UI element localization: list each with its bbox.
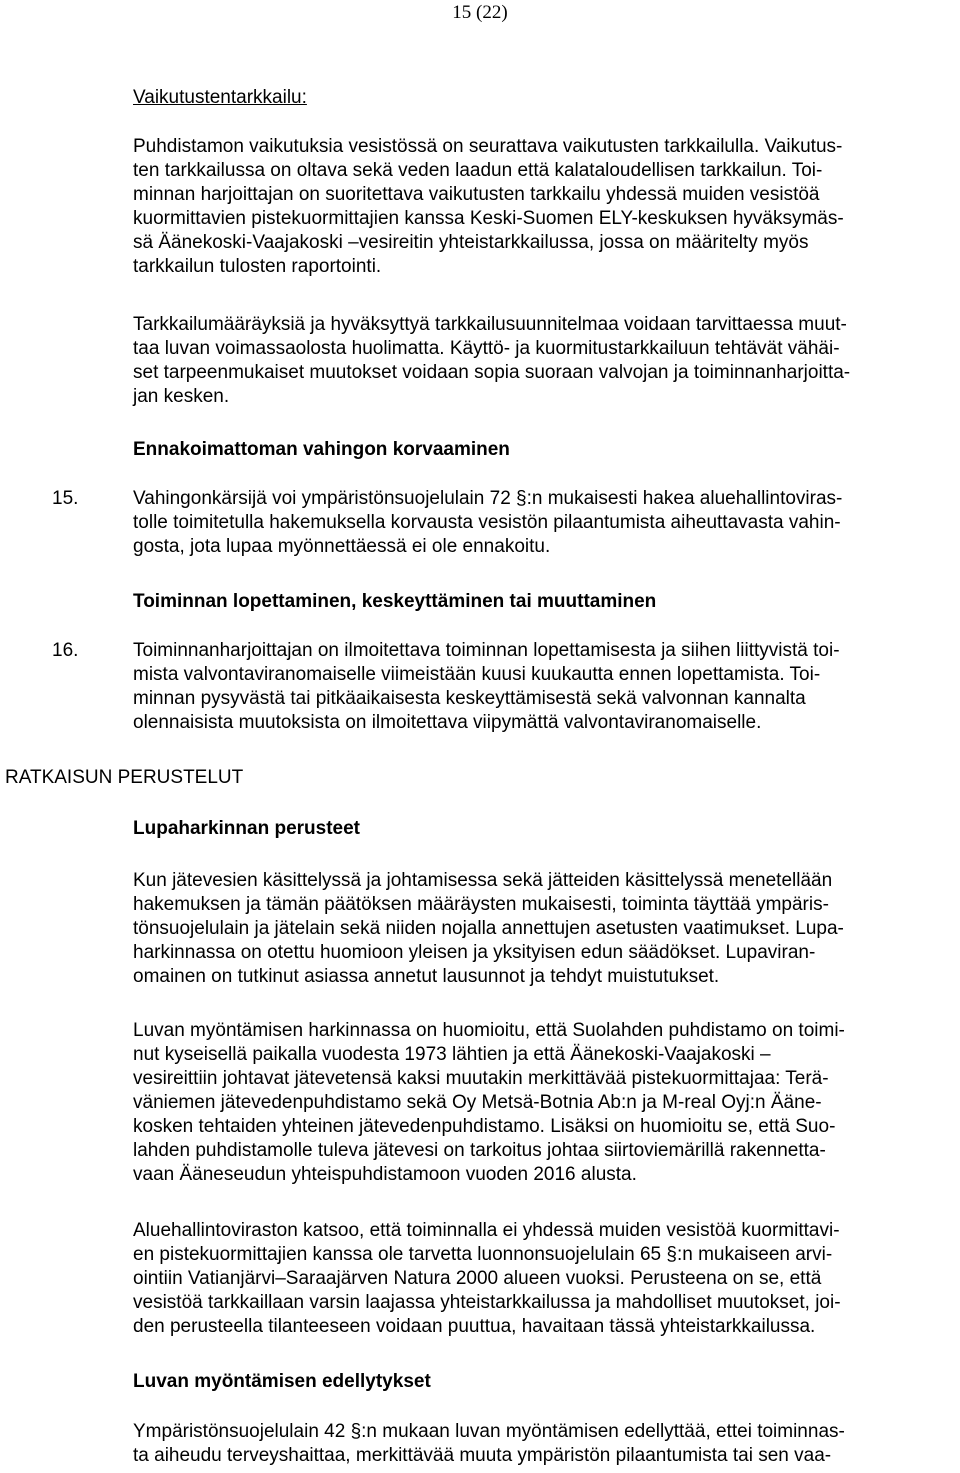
paragraph-line: Toiminnanharjoittajan on ilmoitettava toiminnan lopettamisesta ja siihen liittyvistä toi- — [133, 640, 840, 661]
paragraph-line: Kun jätevesien käsittelyssä ja johtamisessa sekä jätteiden käsittelyssä menetellään — [133, 870, 833, 891]
paragraph-line: nut kyseisellä paikalla vuodesta 1973 lähtien ja että Äänekoski-Vaajakoski – — [133, 1044, 771, 1065]
paragraph-line: Luvan myöntämisen harkinnassa on huomioitu, että Suolahden puhdistamo on toimi- — [133, 1020, 845, 1041]
paragraph-line: ointiin Vatianjärvi–Saraajärven Natura 2000 alueen vuoksi. Perusteena on se, että — [133, 1268, 822, 1289]
paragraph-line: set tarpeenmukaiset muutokset voidaan sopia suoraan valvojan ja toiminnanharjoitta- — [133, 362, 851, 383]
paragraph-line: taa luvan voimassaolosta huolimatta. Käyttö- ja kuormitustarkkailuun tehtävät vähäi- — [133, 338, 840, 359]
paragraph-line: lahden puhdistamolle tuleva jätevesi on tarkoitus johtaa siirtoviemärillä rakennetta- — [133, 1140, 826, 1161]
paragraph-line: omainen on tutkinut asiassa annetut lausunnot ja tehdyt muistutukset. — [133, 966, 720, 987]
paragraph-line: hakemuksen ja tämän päätöksen määräysten mukaisesti, toiminta täyttää ympäris- — [133, 894, 829, 915]
paragraph-line: väniemen jätevedenpuhdistamo sekä Oy Metsä-Botnia Ab:n ja M-real Oyj:n Ääne- — [133, 1092, 822, 1113]
paragraph-line: minnan harjoittajan on suoritettava vaikutusten tarkkailu yhdessä muiden vesistöä — [133, 184, 820, 205]
paragraph-line: vesireittiin johtavat jätevetensä kaksi muutakin merkittävää pistekuormittajaa: Terä- — [133, 1068, 829, 1089]
item-number-16: 16. — [52, 640, 79, 661]
paragraph-line: Ympäristönsuojelulain 42 §:n mukaan luvan myöntämisen edellyttää, ettei toiminnas- — [133, 1421, 845, 1442]
paragraph-line: vaan Ääneseudun yhteispuhdistamoon vuoden 2016 alusta. — [133, 1164, 637, 1185]
paragraph-line: tarkkailun tulosten raportointi. — [133, 256, 382, 277]
paragraph-line: kuormittavien pistekuormittajien kanssa Keski-Suomen ELY-keskuksen hyväksymäs- — [133, 208, 844, 229]
paragraph-line: ta aiheudu terveyshaittaa, merkittävää muuta ympäristön pilaantumista tai sen vaa- — [133, 1445, 832, 1466]
paragraph-line: den perusteella tilanteeseen voidaan puuttua, havaitaan tässä yhteistarkkailussa. — [133, 1316, 816, 1337]
paragraph-line: ten tarkkailussa on oltava sekä veden laadun että kalataloudellisen tarkkailun. Toi- — [133, 160, 823, 181]
paragraph-line: minnan pysyvästä tai pitkäaikaisesta keskeyttämisestä sekä valvonnan kannalta — [133, 688, 806, 709]
item-number-15: 15. — [52, 488, 79, 509]
paragraph-line: Tarkkailumääräyksiä ja hyväksyttyä tarkkailusuunnitelmaa voidaan tarvittaessa muut- — [133, 314, 847, 335]
paragraph-line: harkinnassa on otettu huomioon yleisen ja yksityisen edun säädökset. Lupaviran- — [133, 942, 816, 963]
paragraph-line: tönsuojelulain ja jätelain sekä niiden nojalla annettujen asetusten vaatimukset. Lupa- — [133, 918, 844, 939]
section-heading-vaikutustentarkkailu: Vaikutustentarkkailu: — [133, 87, 307, 108]
paragraph-line: vesistöä tarkkaillaan varsin laajassa yhteistarkkailussa ja mahdolliset muutokset, joi- — [133, 1292, 841, 1313]
paragraph-line: Puhdistamon vaikutuksia vesistössä on seurattava vaikutusten tarkkailulla. Vaikutus- — [133, 136, 843, 157]
paragraph-line: Aluehallintoviraston katsoo, että toiminnalla ei yhdessä muiden vesistöä kuormittavi- — [133, 1220, 840, 1241]
section-heading-ennakoimaton: Ennakoimattoman vahingon korvaaminen — [133, 439, 510, 460]
paragraph-line: en pistekuormittajien kanssa ole tarvetta luonnonsuojelulain 65 §:n mukaiseen arvi- — [133, 1244, 833, 1265]
section-heading-edellytykset: Luvan myöntämisen edellytykset — [133, 1371, 431, 1392]
section-title-ratkaisun-perustelut: RATKAISUN PERUSTELUT — [5, 767, 244, 788]
section-heading-lopettaminen: Toiminnan lopettaminen, keskeyttäminen tai muuttaminen — [133, 591, 657, 612]
paragraph-line: kosken tehtaiden yhteinen jätevedenpuhdistamo. Lisäksi on huomioitu se, että Suo- — [133, 1116, 836, 1137]
paragraph-line: jan kesken. — [133, 386, 230, 407]
paragraph-line: mista valvontaviranomaiselle viimeistään kuusi kuukautta ennen lopettamista. Toi- — [133, 664, 821, 685]
section-heading-lupaharkinta: Lupaharkinnan perusteet — [133, 818, 360, 839]
paragraph-line: gosta, jota lupaa myönnettäessä ei ole ennakoitu. — [133, 536, 551, 557]
paragraph-line: olennaisista muutoksista on ilmoitettava viipymättä valvontaviranomaiselle. — [133, 712, 762, 733]
paragraph-line: tolle toimitetulla hakemuksella korvausta vesistön pilaantumista aiheuttavasta vahin- — [133, 512, 841, 533]
paragraph-line: Vahingonkärsijä voi ympäristönsuojelulain 72 §:n mukaisesti hakea aluehallintoviras- — [133, 488, 843, 509]
paragraph-line: sä Äänekoski-Vaajakoski –vesireitin yhteistarkkailussa, jossa on määritelty myös — [133, 232, 809, 253]
page-number: 15 (22) — [452, 2, 508, 23]
